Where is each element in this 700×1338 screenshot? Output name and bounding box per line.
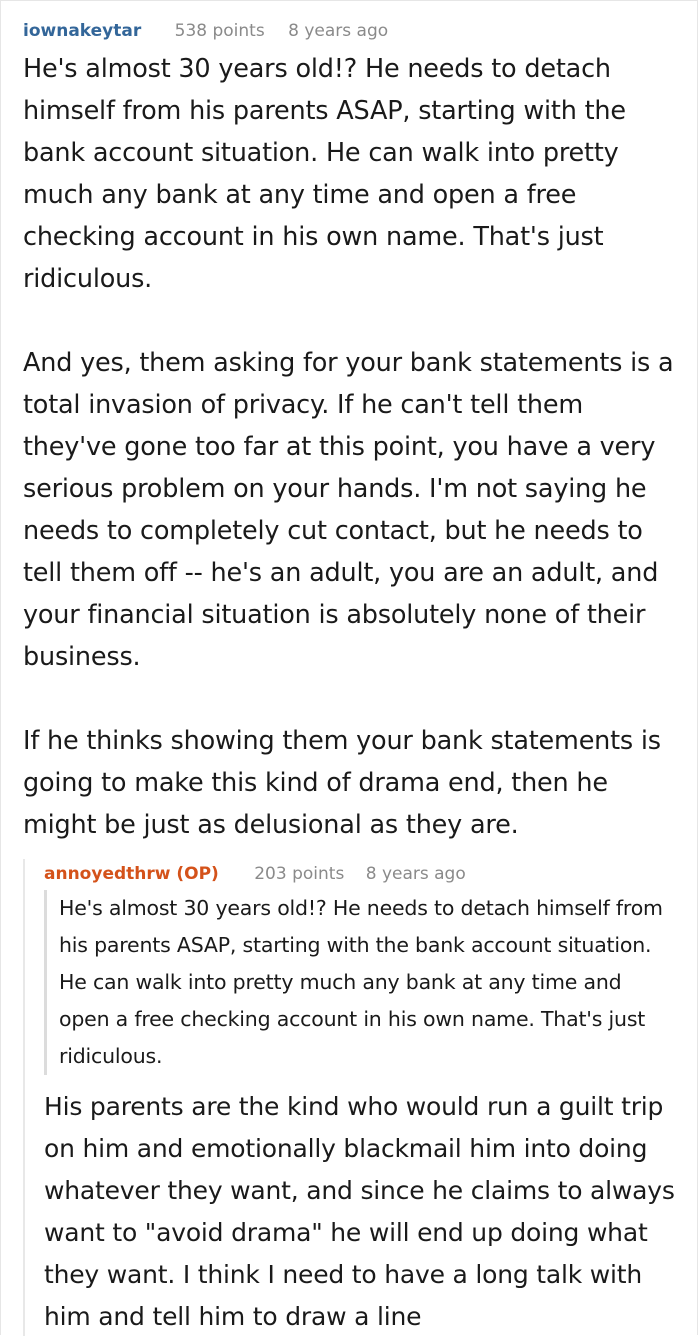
reply-username-link[interactable]: annoyedthrw (OP): [44, 864, 219, 884]
comment-timestamp[interactable]: 8 years ago: [288, 21, 389, 41]
reply-body: [44, 1086, 684, 1338]
comment-paragraph: And yes, them asking for your bank statements is a total invasion of privacy. If he can't tell them they've gone too far at this point, you have a very serious problem on your hands. I'm not saying he needs to completely cut contact, but he needs to tell them off -- he's an adult, you are an adult, and your financial situation is absolutely none of their business.: [23, 348, 674, 672]
reply-timestamp[interactable]: 8 years ago: [365, 864, 466, 884]
comment-username-link[interactable]: iownakeytar: [23, 21, 142, 41]
comment-header: [23, 20, 388, 42]
comment-points: 538 points: [174, 21, 265, 41]
reply-quote: He's almost 30 years old!? He needs to detach himself from his parents ASAP, starting with the bank account situation. He can walk into pretty much any bank at any time and open a free checking account in his own name. That's just ridiculous.: [44, 890, 674, 1075]
reply-header: [44, 863, 466, 885]
reply-paragraph: His parents are the kind who would run a guilt trip on him and emotionally blackmail him into doing whatever they want, and since he claims to always want to "avoid drama" he will end up doing what they want. I think I need to have a long talk with him and tell him to draw a line: [44, 1092, 675, 1331]
comment-paragraph: If he thinks showing them your bank statements is going to make this kind of drama end, then he might be just as delusional as they are.: [23, 726, 661, 840]
comment-body: [23, 48, 683, 888]
reply-thread-line[interactable]: [23, 859, 25, 1336]
comment-paragraph: He's almost 30 years old!? He needs to detach himself from his parents ASAP, starting with the bank account situation. He can walk into pretty much any bank at any time and open a free checking account in his own name. That's just ridiculous.: [23, 54, 626, 294]
reply-points: 203 points: [254, 864, 345, 884]
